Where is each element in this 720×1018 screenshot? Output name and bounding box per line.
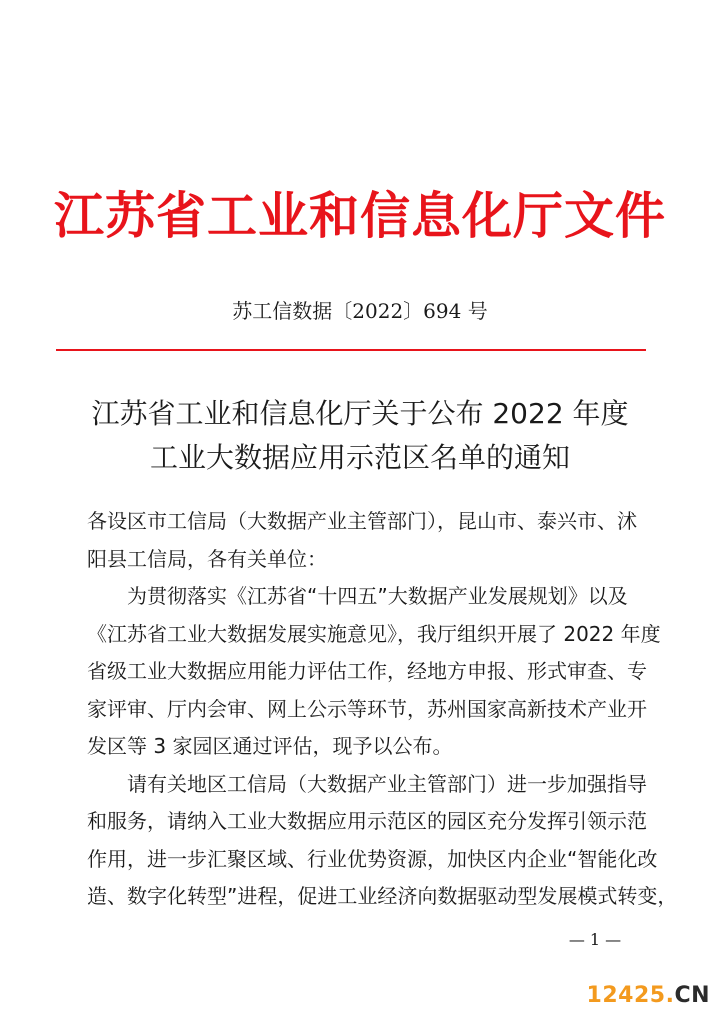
document-number: 苏工信数据〔2022〕694 号 [232, 299, 488, 323]
body-line: 发区等 3 家园区通过评估，现予以公布。 [87, 734, 453, 758]
document-header-title: 江苏省工业和信息化厅文件 [54, 186, 666, 245]
watermark-dot: . [665, 983, 675, 1008]
site-watermark [587, 982, 710, 1010]
body-line: 阳县工信局，各有关单位： [87, 546, 327, 571]
body-line: 《江苏省工业大数据发展实施意见》，我厅组织开展了 2022 年度 [87, 621, 661, 646]
body-line: 各设区市工信局（大数据产业主管部门），昆山市、泰兴市、沭 [87, 509, 637, 533]
watermark-number: 12425 [586, 983, 666, 1008]
body-line: 造、数字化转型”进程，促进工业经济向数据驱动型发展模式转变， [87, 884, 678, 908]
body-line: 省级工业大数据应用能力评估工作，经地方申报、形式审查、专 [87, 659, 647, 683]
watermark-suffix: CN [674, 983, 710, 1008]
notice-title-line: 江苏省工业和信息化厅关于公布 2022 年度 [91, 397, 629, 430]
notice-title-line: 工业大数据应用示范区名单的通知 [149, 441, 570, 474]
body-line: 和服务，请纳入工业大数据应用示范区的园区充分发挥引领示范 [87, 809, 647, 833]
notice-title [0, 392, 720, 480]
body-line: 为贯彻落实《江苏省“十四五”大数据产业发展规划》以及 [127, 584, 628, 608]
body-line: 家评审、厅内会审、网上公示等环节，苏州国家高新技术产业开 [87, 696, 647, 721]
header-divider [56, 349, 646, 351]
body-line: 作用，进一步汇聚区域、行业优势资源，加快区内企业“智能化改 [87, 846, 658, 871]
body-line: 请有关地区工信局（大数据产业主管部门）进一步加强指导 [127, 771, 647, 796]
notice-body [87, 503, 678, 916]
page-number: — 1 — [568, 930, 622, 949]
